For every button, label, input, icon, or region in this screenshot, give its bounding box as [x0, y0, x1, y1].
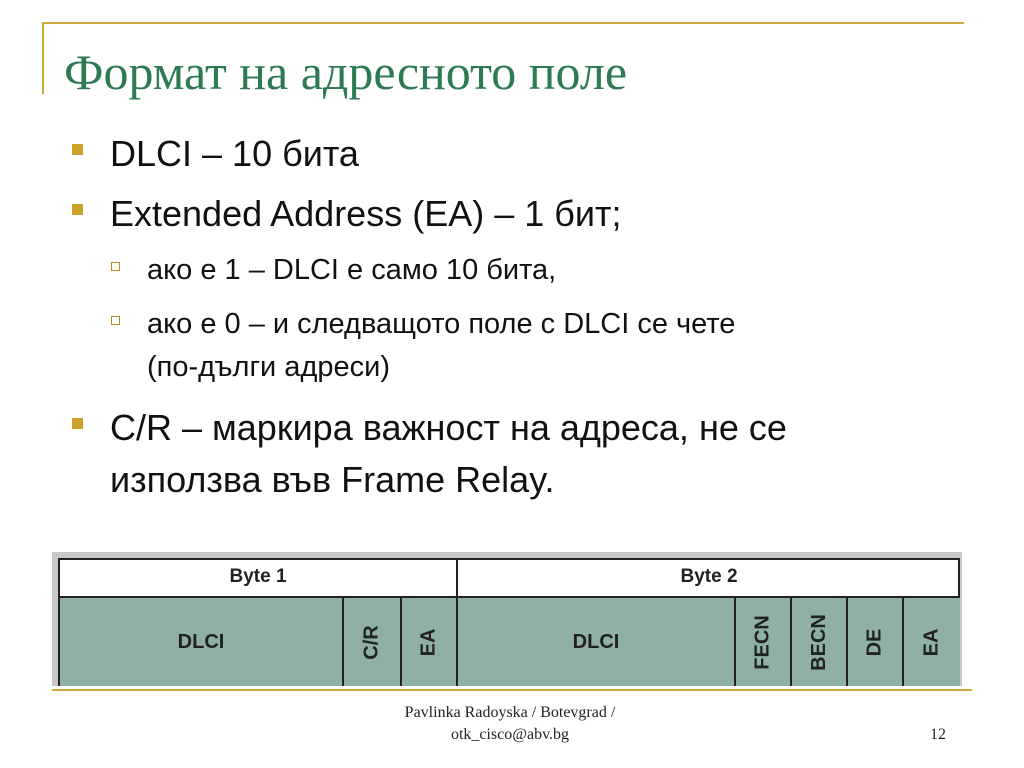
field-label: DLCI	[177, 630, 225, 653]
address-field-diagram	[52, 552, 966, 692]
field-label: BECN	[807, 613, 830, 671]
field-label: EA	[920, 628, 943, 656]
slide-title: Формат на адресното поле	[64, 44, 628, 100]
field-label: FECN	[751, 614, 774, 670]
bullet-text-line1: C/R – маркира важност на адреса, не се	[110, 407, 787, 448]
field-label: DLCI	[572, 630, 620, 653]
field-de	[848, 598, 904, 686]
byte2-header: Byte 2	[458, 558, 960, 598]
left-border-line	[42, 22, 44, 94]
sub-bullet-text-line2: (по-дълги адреси)	[147, 351, 390, 383]
bottom-border-line	[52, 689, 972, 691]
field-becn	[792, 598, 848, 686]
bullet-text-line2: използва във Frame Relay.	[110, 459, 555, 500]
bullet-text: Extended Address (EA) – 1 бит;	[110, 193, 622, 234]
field-label: C/R	[360, 624, 383, 660]
field-ea-1	[402, 598, 458, 686]
square-bullet-icon	[72, 144, 83, 155]
square-bullet-icon	[72, 418, 83, 429]
field-label: EA	[417, 628, 440, 656]
field-cr	[344, 598, 402, 686]
field-ea-2	[904, 598, 960, 686]
footer-email: otk_cisco@abv.bg	[450, 726, 570, 743]
hollow-square-bullet-icon	[111, 262, 120, 271]
square-bullet-icon	[72, 204, 83, 215]
bullet-text: DLCI – 10 бита	[110, 133, 359, 174]
sub-bullet-text-line1: ако е 0 – и следващото поле с DLCI се чете	[147, 308, 736, 340]
field-dlci-high	[60, 598, 344, 686]
hollow-square-bullet-icon	[111, 316, 120, 325]
top-border-line	[42, 22, 964, 24]
field-label: DE	[863, 628, 886, 656]
field-fecn	[736, 598, 792, 686]
byte1-header: Byte 1	[60, 558, 458, 598]
footer-author: Pavlinka Radoyska / Botevgrad /	[404, 704, 616, 721]
page-number: 12	[930, 726, 946, 743]
sub-bullet-text: ако е 1 – DLCI е само 10 бита,	[147, 254, 557, 286]
field-dlci-low	[458, 598, 736, 686]
slide-footer	[360, 702, 660, 746]
